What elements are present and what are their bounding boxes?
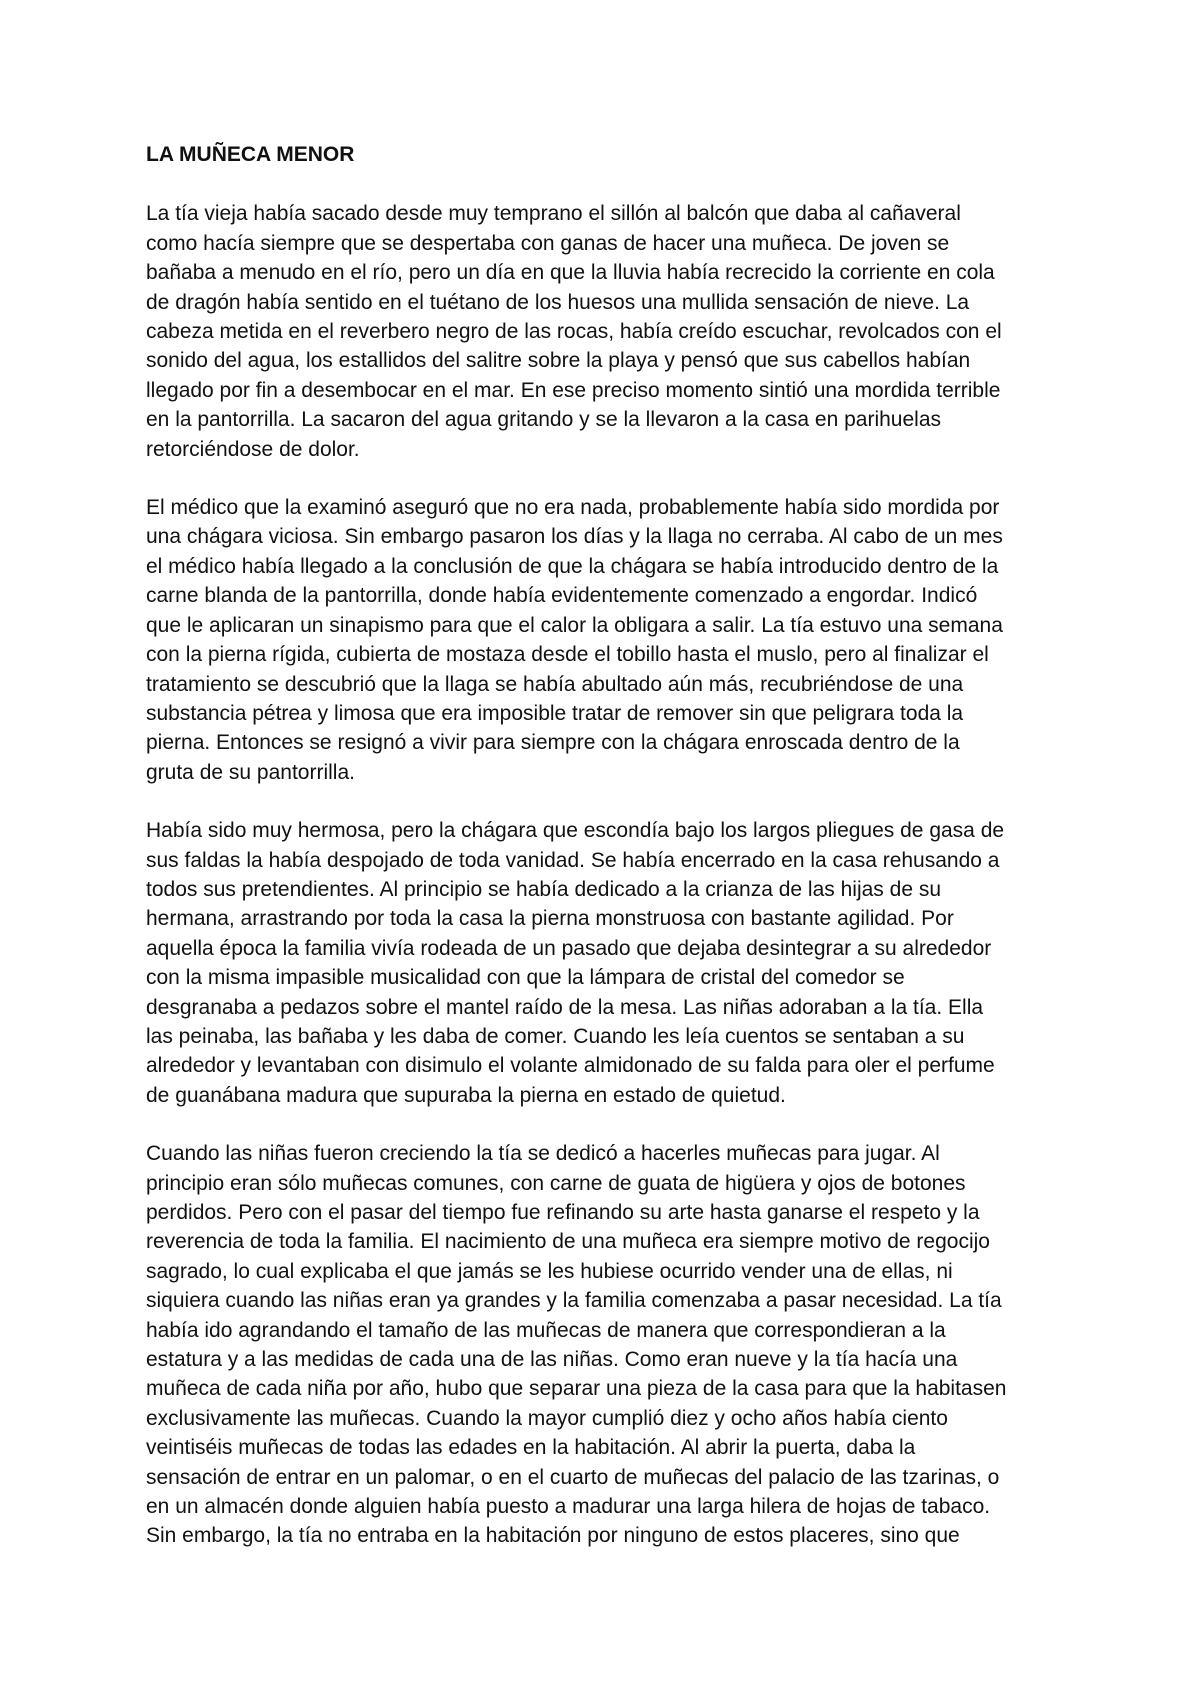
paragraph (146, 493, 1086, 787)
text-line: pierna. Entonces se resignó a vivir para siempre con la chágara enroscada dentro de la (146, 731, 960, 755)
text-line: había ido agrandando el tamaño de las muñecas de manera que correspondieran a la (146, 1318, 946, 1342)
text-line: exclusivamente las muñecas. Cuando la mayor cumplió diez y ocho años había ciento (146, 1406, 948, 1430)
text-line: retorciéndose de dolor. (146, 437, 360, 461)
text-line: muñeca de cada niña por año, hubo que separar una pieza de la casa para que la habitasen (146, 1377, 1007, 1401)
paragraph (146, 199, 1086, 464)
text-line: hermana, arrastrando por toda la casa la pierna monstruosa con bastante agilidad. Por (146, 907, 954, 931)
text-line: alrededor y levantaban con disimulo el volante almidonado de su falda para oler el perfume (146, 1054, 995, 1078)
text-line: perdidos. Pero con el pasar del tiempo fue refinando su arte hasta ganarse el respeto y la (146, 1201, 980, 1224)
text-line: reverencia de toda la familia. El nacimiento de una muñeca era siempre motivo de regocijo (146, 1230, 990, 1254)
text-line: el médico había llegado a la conclusión de que la chágara se había introducido dentro de la (146, 554, 999, 578)
text-line: estatura y a las medidas de cada una de las niñas. Como eran nueve y la tía hacía una (146, 1348, 958, 1372)
text-line: El médico que la examinó aseguró que no era nada, probablemente había sido mordida por (146, 496, 1000, 520)
text-line: de guanábana madura que supuraba la pierna en estado de quietud. (146, 1083, 786, 1107)
paragraph (146, 1139, 1086, 1551)
text-line: en la pantorrilla. La sacaron del agua gritando y se la llevaron a la casa en parihuelas (146, 408, 942, 432)
text-line: sus faldas la había despojado de toda vanidad. Se había encerrado en la casa rehusando a (146, 848, 1000, 872)
document-body (146, 199, 1086, 1550)
text-line: tratamiento se descubrió que la llaga se había abultado aún más, recubriéndose de una (146, 672, 964, 696)
text-line: sensación de entrar en un palomar, o en el cuarto de muñecas del palacio de las tzarinas, o (146, 1465, 1000, 1489)
text-line: que le aplicaran un sinapismo para que el calor la obligara a salir. La tía estuvo una semana (146, 613, 1003, 637)
text-line: todos sus pretendientes. Al principio se había dedicado a la crianza de las hijas de su (146, 877, 942, 901)
text-line: desgranaba a pedazos sobre el mantel raído de la mesa. Las niñas adoraban a la tía. Ella (146, 995, 984, 1019)
text-line: La tía vieja había sacado desde muy temprano el sillón al balcón que daba al cañaveral (146, 202, 961, 226)
text-line: con la misma impasible musicalidad con que la lámpara de cristal del comedor se (146, 966, 905, 990)
document-page (146, 140, 1086, 1580)
text-line: gruta de su pantorrilla. (146, 760, 355, 784)
text-line: siquiera cuando las niñas eran ya grandes y la familia comenzaba a pasar necesidad. La tía (146, 1289, 1002, 1313)
text-line: como hacía siempre que se despertaba con ganas de hacer una muñeca. De joven se (146, 231, 950, 255)
text-line: principio eran sólo muñecas comunes, con carne de guata de higüera y ojos de botones (146, 1171, 966, 1195)
text-line: en un almacén donde alguien había puesto a madurar una larga hilera de hojas de tabaco. (146, 1495, 991, 1519)
text-line: aquella época la familia vivía rodeada de un pasado que dejaba desintegrar a su alrededor (146, 936, 992, 960)
text-line: veintiséis muñecas de todas las edades en la habitación. Al abrir la puerta, daba la (146, 1436, 916, 1460)
text-line: sagrado, lo cual explicaba el que jamás se les hubiese ocurrido vender una de ellas, ni (146, 1259, 953, 1283)
text-line: cabeza metida en el reverbero negro de las rocas, había creído escuchar, revolcados con el (146, 320, 1002, 344)
text-line: substancia pétrea y limosa que era imposible tratar de remover sin que peligrara toda la (146, 701, 964, 725)
text-line: las peinaba, las bañaba y les daba de comer. Cuando les leía cuentos se sentaban a su (146, 1024, 965, 1048)
text-line: llegado por fin a desembocar en el mar. En ese preciso momento sintió una mordida terrible (146, 378, 1001, 402)
text-line: Sin embargo, la tía no entraba en la habitación por ninguno de estos placeres, sino que (146, 1524, 960, 1548)
text-line: una chágara viciosa. Sin embargo pasaron los días y la llaga no cerraba. Al cabo de un mes (146, 525, 1003, 549)
text-line: de dragón había sentido en el tuétano de los huesos una mullida sensación de nieve. La (146, 290, 970, 314)
text-line: Había sido muy hermosa, pero la chágara que escondía bajo los largos pliegues de gasa de (146, 819, 1005, 843)
paragraph (146, 816, 1086, 1110)
text-line: sonido del agua, los estallidos del salitre sobre la playa y pensó que sus cabellos habían (146, 349, 971, 373)
document-title: LA MUÑECA MENOR (146, 143, 355, 166)
text-line: bañaba a menudo en el río, pero un día en que la lluvia había recrecido la corriente en cola (146, 261, 995, 285)
text-line: Cuando las niñas fueron creciendo la tía se dedicó a hacerles muñecas para jugar. Al (146, 1142, 940, 1166)
text-line: carne blanda de la pantorrilla, donde había evidentemente comenzado a engordar. Indicó (146, 584, 978, 608)
text-line: con la pierna rígida, cubierta de mostaza desde el tobillo hasta el muslo, pero al finalizar el (146, 643, 989, 667)
